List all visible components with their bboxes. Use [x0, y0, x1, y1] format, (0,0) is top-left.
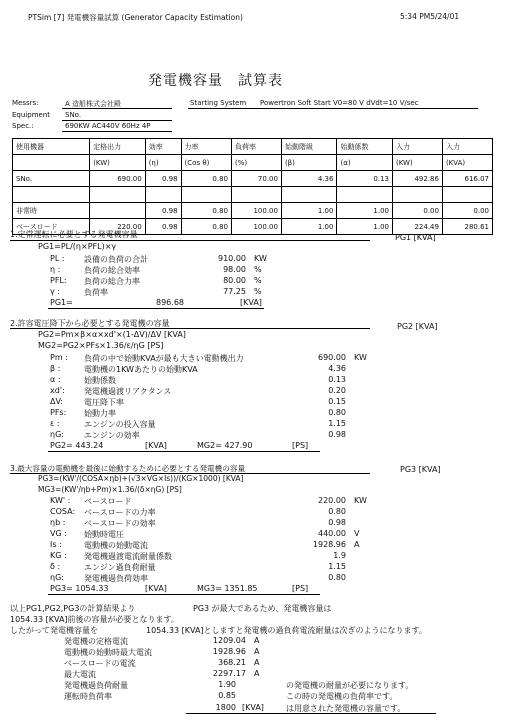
s1-result-unit: [KVA]: [240, 298, 262, 307]
summary-unit: A: [254, 647, 260, 656]
section3-formula1: PG3=(KW'/(COSA×ηb)+(√3×VG×Is))/(KG×1000) [KVA]: [38, 474, 244, 483]
summary-unit: A: [254, 636, 260, 645]
table-header: 力率: [181, 139, 231, 155]
table-cell: [90, 187, 146, 203]
summary-note: この時の発電機の負荷率です。: [286, 692, 398, 701]
s3-unit: A: [354, 540, 360, 549]
table-cell: 4.36: [281, 171, 337, 187]
s3-result2: MG3= 1351.85: [197, 584, 258, 593]
summary-unit: A: [254, 669, 260, 678]
summary-line1a: 以上PG1,PG2,PG3の計算結果より: [10, 604, 136, 613]
table-header: 負荷率: [231, 139, 281, 155]
s2-val: 0.13: [328, 375, 346, 384]
table-cell: 0.80: [181, 219, 231, 235]
summary-label: 運転時負荷率: [64, 692, 112, 701]
section3-formula2: MG3=(KW'/ηb+Pm)×1.36/(δ×ηG) [PS]: [38, 485, 182, 494]
section3-title: 3.最大容量の電動機を最後に始動するために必要とする発電機の容量: [10, 464, 246, 473]
table-cell: 1.00: [281, 219, 337, 235]
starting-label: Starting System: [190, 99, 247, 107]
s3-sym: ηG:: [50, 573, 64, 582]
table-header: 使用機器: [13, 139, 90, 155]
s2-sym: PFs:: [50, 408, 67, 417]
messrs-value: A 造船株式会社殿: [65, 100, 122, 108]
s2-val: 1.15: [328, 419, 346, 428]
table-cell: [13, 187, 90, 203]
spec-label: Spec.:: [12, 122, 34, 130]
s1-unit: KW: [254, 254, 267, 263]
summary-value: 1209.04: [212, 636, 246, 645]
s1-sym: PFL:: [50, 276, 67, 285]
summary-value: 1.90: [218, 680, 236, 689]
s3-desc: ベースロード: [84, 497, 132, 506]
table-subheader: (KW): [90, 155, 146, 171]
s1-desc: 負荷の総合力率: [84, 277, 140, 286]
table-subheader: (β): [281, 155, 337, 171]
section1-tag: PG1 [KVA]: [395, 233, 436, 242]
s3-desc: 発電機過負荷効率: [84, 574, 148, 583]
s2-unit: KW: [354, 353, 367, 362]
table-cell: 690.00: [90, 171, 146, 187]
table-subheader-row: [13, 155, 493, 171]
s2-desc: 始動係数: [84, 376, 116, 385]
table-cell: 0.00: [392, 203, 442, 219]
table-cell: 1.00: [281, 203, 337, 219]
messrs-label: Messrs:: [12, 99, 39, 107]
table-cell: [90, 203, 146, 219]
summary-value: 1928.96: [212, 647, 246, 656]
s1-result-label: PG1=: [50, 298, 73, 307]
table-cell: 1.00: [337, 203, 393, 219]
table-subheader: (α): [337, 155, 393, 171]
s3-sym: δ :: [50, 562, 61, 571]
table-header: 始動階級: [281, 139, 337, 155]
s2-desc: エンジンの投入容量: [84, 420, 156, 429]
table-cell: 非常時: [13, 203, 90, 219]
s1-unit: %: [254, 276, 262, 285]
s2-sym: ΔV:: [50, 397, 63, 406]
section2-formula1: PG2=Pm×β×α×xd'×(1-ΔV)/ΔV [KVA]: [38, 330, 186, 339]
table-cell: 0.98: [145, 203, 181, 219]
table-cell: [231, 187, 281, 203]
table-cell: 492.86: [392, 171, 442, 187]
summary-value: 368.21: [218, 658, 246, 667]
section2-tag: PG2 [KVA]: [397, 322, 438, 331]
starting-value: Powertron Soft Start V0=80 V dVdt=10 V/sec: [260, 99, 419, 107]
s1-desc: 負荷の総合効率: [84, 266, 140, 275]
s2-val: 0.15: [328, 397, 346, 406]
table-cell: 616.07: [442, 171, 492, 187]
s3-desc: 電動機の始動電流: [84, 541, 148, 550]
s2-desc: 電圧降下率: [84, 398, 124, 407]
summary-unit: A: [254, 658, 260, 667]
summary-line3b: 1054.33 [KVA]としますと発電機の過負荷電流耐量は次ぎのようになります。: [146, 626, 427, 635]
s2-desc: エンジンの効率: [84, 431, 140, 440]
table-header: 入力: [442, 139, 492, 155]
table-cell: 0.80: [181, 203, 231, 219]
section1-title: 1.定常運転に必要とする発電機容量: [10, 230, 138, 239]
summary-label: ベースロードの電流: [64, 659, 136, 668]
page-title: 発電機容量 試算表: [148, 73, 283, 89]
s3-desc: 発電機過渡電流耐量係数: [84, 552, 172, 561]
s2-result2: MG2= 427.90: [197, 441, 253, 450]
s3-sym: VG :: [50, 529, 67, 538]
table-cell: 280.61: [442, 219, 492, 235]
table-subheader: (KVA): [442, 155, 492, 171]
table-cell: [145, 187, 181, 203]
table-row: [13, 171, 493, 187]
table-row: [13, 203, 493, 219]
s3-sym: ηb :: [50, 518, 66, 527]
s1-sym: γ :: [50, 287, 60, 296]
s2-sym: Pm :: [50, 353, 68, 362]
load-table: [12, 138, 493, 235]
s2-desc: 負荷の中で始動KVAが最も大きい電動機出力: [84, 354, 244, 363]
s3-unit: KW: [354, 496, 367, 505]
summary-line3a: したがって発電機容量を: [10, 626, 98, 635]
header-timestamp: 5:34 PM5/24/01: [400, 12, 460, 21]
s1-val: 77.25: [223, 287, 246, 296]
s1-val: 80.00: [223, 276, 246, 285]
table-subheader: (KW): [392, 155, 442, 171]
s2-val: 0.20: [328, 386, 346, 395]
summary-label: 電動機の始動時最大電流: [64, 648, 152, 657]
table-cell: 0.98: [145, 219, 181, 235]
section1-formula: PG1=PL/(η×PFL)×γ: [38, 242, 117, 251]
s2-result1: PG2= 443.24: [50, 441, 104, 450]
table-cell: 0.00: [442, 203, 492, 219]
s2-sym: ηG:: [50, 430, 64, 439]
s1-desc: 設備の負荷の合計: [84, 255, 148, 264]
s2-sym: ε :: [50, 419, 60, 428]
s3-val: 220.00: [318, 496, 346, 505]
table-header: 入力: [392, 139, 442, 155]
table-subheader: (%): [231, 155, 281, 171]
table-subheader: (η): [145, 155, 181, 171]
s1-desc: 負荷率: [84, 288, 108, 297]
section2-title: 2.許容電圧降下から必要とする発電機の容量: [10, 319, 170, 328]
final-capacity-unit: [KVA]: [242, 703, 264, 712]
s3-result1-unit: [KVA]: [145, 584, 167, 593]
s2-result1-unit: [KVA]: [145, 441, 167, 450]
table-row: [13, 187, 493, 203]
s1-sym: η :: [50, 265, 61, 274]
table-cell: SNo.: [13, 171, 90, 187]
s2-sym: α :: [50, 375, 61, 384]
table-cell: [442, 187, 492, 203]
s3-val: 0.80: [328, 573, 346, 582]
table-cell: 0.80: [181, 171, 231, 187]
table-cell: [281, 187, 337, 203]
s1-unit: %: [254, 287, 262, 296]
s3-sym: Is :: [50, 540, 62, 549]
s3-val: 1.15: [328, 562, 346, 571]
section3-tag: PG3 [KVA]: [400, 465, 441, 474]
s2-val: 4.36: [328, 364, 346, 373]
s3-sym: COSA:: [50, 507, 76, 516]
s3-desc: 始動時電圧: [84, 530, 124, 539]
summary-note: の発電機の耐量が必要になります。: [286, 681, 414, 690]
table-cell: ベースロード: [13, 219, 90, 235]
s2-sym: β :: [50, 364, 61, 373]
table-cell: [337, 187, 393, 203]
s1-val: 910.00: [218, 254, 246, 263]
s2-desc: 電動機の1KWあたりの始動KVA: [84, 365, 198, 374]
s1-val: 98.00: [223, 265, 246, 274]
section2-formula2: MG2=PG2×PFs×1.36/ε/ηG [PS]: [38, 341, 164, 350]
s2-val: 690.00: [318, 353, 346, 362]
table-header: 効率: [145, 139, 181, 155]
table-subheader: [13, 155, 90, 171]
table-header: 始動係数: [337, 139, 393, 155]
table-cell: 0.98: [145, 171, 181, 187]
table-cell: 100.00: [231, 219, 281, 235]
summary-line1b: PG3 が最大であるため、発電機容量は: [193, 604, 332, 613]
header-app-title: PTSim [7] 発電機容量試算 (Generator Capacity Estimation): [28, 13, 243, 22]
summary-label: 発電機の定格電流: [64, 637, 128, 646]
s3-desc: ベースロードの効率: [84, 519, 156, 528]
s3-val: 440.00: [318, 529, 346, 538]
s3-unit: V: [354, 529, 360, 538]
final-capacity-note: は用意された発電機の容量です。: [286, 704, 406, 713]
summary-label: 最大電流: [64, 670, 96, 679]
s3-val: 0.80: [328, 507, 346, 516]
summary-label: 発電機過負荷耐量: [64, 681, 128, 690]
summary-value: 0.85: [218, 691, 236, 700]
table-cell: [181, 187, 231, 203]
s3-val: 0.98: [328, 518, 346, 527]
s3-desc: エンジン過負荷耐量: [84, 563, 156, 572]
s3-sym: KW' :: [50, 496, 71, 505]
table-cell: 0.13: [337, 171, 393, 187]
s1-unit: %: [254, 265, 262, 274]
equipment-label: Equipment: [12, 111, 50, 119]
spec-value: 690KW AC440V 60Hz 4P: [65, 122, 151, 130]
s2-desc: 発電機過渡リアクタンス: [84, 387, 172, 396]
table-subheader: (Cos θ): [181, 155, 231, 171]
s2-result2-unit: [PS]: [292, 441, 309, 450]
s2-val: 0.80: [328, 408, 346, 417]
summary-line2: 1054.33 [KVA]前後の容量が必要となります。: [10, 615, 179, 624]
s3-sym: KG :: [50, 551, 67, 560]
s2-sym: xd':: [50, 386, 65, 395]
table-cell: 100.00: [231, 203, 281, 219]
table-cell: 220.00: [90, 219, 146, 235]
table-cell: [392, 187, 442, 203]
s1-result-value: 896.68: [156, 298, 184, 307]
s2-val: 0.98: [328, 430, 346, 439]
final-capacity-value: 1800: [215, 703, 236, 712]
s3-val: 1928.96: [312, 540, 346, 549]
equipment-value: SNo.: [65, 111, 82, 119]
s1-sym: PL :: [50, 254, 65, 263]
s2-desc: 始動力率: [84, 409, 116, 418]
s3-result2-unit: [PS]: [292, 584, 309, 593]
table-cell: 224.49: [392, 219, 442, 235]
s3-val: 1.9: [333, 551, 346, 560]
table-header-row: [13, 139, 493, 155]
table-cell: 70.00: [231, 171, 281, 187]
s3-desc: ベースロードの力率: [84, 508, 156, 517]
summary-value: 2297.17: [212, 669, 246, 678]
table-header: 定格出力: [90, 139, 146, 155]
s3-result1: PG3= 1054.33: [50, 584, 109, 593]
table-cell: 1.00: [337, 219, 393, 235]
